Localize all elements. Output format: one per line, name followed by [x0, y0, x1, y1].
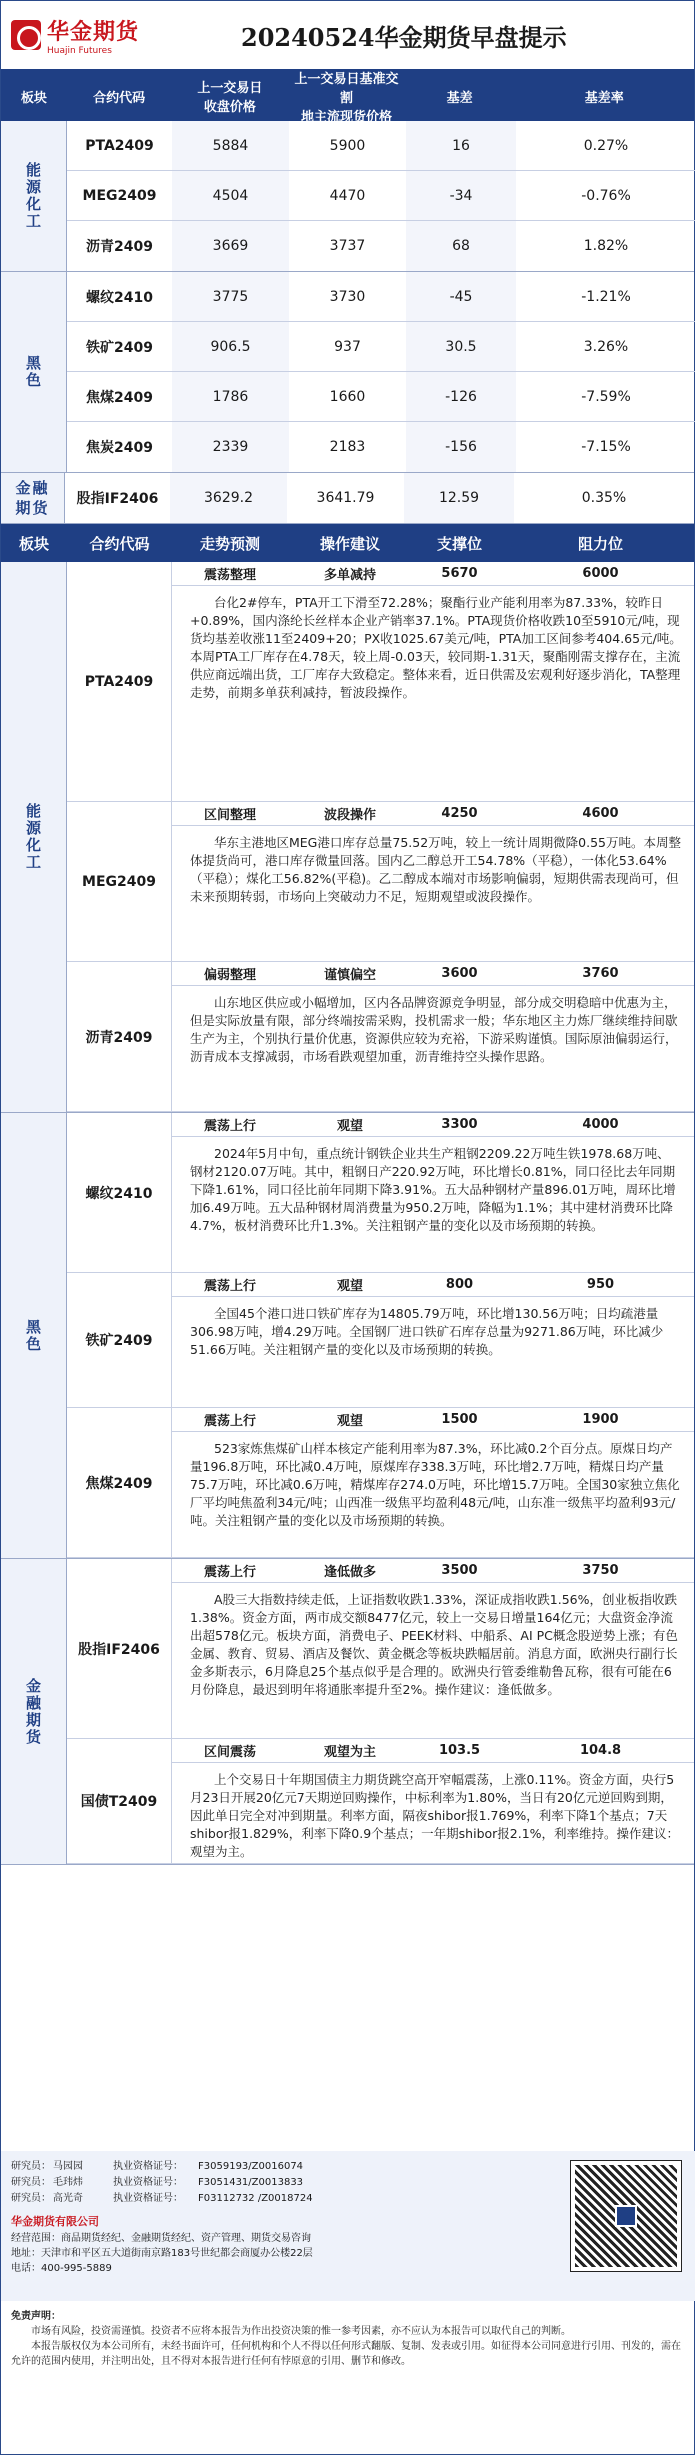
- section-label: 能源化工: [1, 562, 67, 1112]
- table1-cell: 焦煤2409: [86, 389, 153, 406]
- section-label: 金融期货: [1, 1559, 67, 1864]
- table1-header-cell: 基差: [446, 90, 473, 106]
- item-analysis: 2024年5月中旬，重点统计钢铁企业共生产粗钢2209.22万吨生铁1978.68万吨、钢材2120.07万吨。其中，粗钢日产220.92万吨，环比增长0.81%，同口径比去年同期下降1.61%，同口径比前年同期下降3.91%。五大品种钢材产量896.01万吨，周环比增加6.49万吨。五大品种钢材周消费量为950.2万吨，降幅为1.1%；其中建材消费环比降4.7%，板材消费环比升1.3%。关注粗钢产量的变化以及市场预期的转换。: [190, 1146, 676, 1233]
- table1-cell: 4504: [172, 171, 289, 220]
- staff-field: F3051431/Z0013833: [198, 2177, 304, 2188]
- resistance-level: 4600: [582, 806, 619, 821]
- table1-header-cell: 板块: [20, 90, 47, 106]
- table2-header-cell: 支撑位: [436, 534, 482, 553]
- table1-cell: -7.59%: [581, 388, 631, 405]
- table1-cell: 0.27%: [583, 137, 629, 154]
- item-summary: [172, 1408, 694, 1432]
- staff-field: 研究员：: [11, 2193, 51, 2204]
- table1-header-cell: 上一交易日 收盘价格: [197, 81, 263, 115]
- item-code: 焦煤2409: [67, 1408, 172, 1557]
- table1-cell: 沥青2409: [86, 239, 153, 255]
- strategy-item: [67, 1408, 694, 1558]
- support-level: 4250: [441, 806, 478, 821]
- trend-forecast: 震荡上行: [203, 1279, 256, 1294]
- item-summary: [172, 1739, 694, 1763]
- table1-cell: -126: [406, 372, 516, 421]
- resistance-level: 104.8: [579, 1743, 622, 1758]
- item-analysis: 523家炼焦煤矿山样本核定产能利用率为87.3%，环比减0.2个百分点。原煤日均产量196.8万吨，环比减0.4万吨，原煤库存338.3万吨，环比增2.7万吨，精煤日均产量75.7万吨，环比减0.6万吨，精煤库存274.0万吨，环比增15.7万吨。全国30家独立焦化厂平均吨焦盈利34元/吨；山西准一级焦平均盈利48元/吨，山东准一级焦平均盈利93元/吨。关注粗钢产量的变化以及市场预期的转换。: [190, 1441, 680, 1528]
- support-level: 3300: [441, 1117, 478, 1132]
- disclaimer-title: 免责声明：: [11, 2311, 61, 2322]
- table1-cell: 0.35%: [581, 490, 627, 506]
- strategy-item: [67, 1113, 694, 1273]
- item-body: [172, 802, 694, 961]
- table1-cell: 4470: [329, 187, 366, 204]
- table1-cell: 3669: [172, 221, 289, 271]
- support-level: 103.5: [438, 1743, 481, 1758]
- resistance-level: 4000: [582, 1117, 619, 1132]
- table1-cell: PTA2409: [85, 137, 154, 154]
- table1-cell: 焦炭2409: [86, 440, 153, 456]
- item-analysis: 全国45个港口进口铁矿库存为14805.79万吨，环比增130.56万吨；日均疏港量306.98万吨，增4.29万吨。全国钢厂进口铁矿石库存总量为9271.86万吨，环比减少51.66万吨。关注粗钢产量的变化以及市场预期的转换。: [190, 1306, 664, 1357]
- trend-forecast: 震荡上行: [203, 1414, 256, 1429]
- table1-row: [67, 121, 695, 171]
- table1-cell: 2339: [172, 422, 289, 472]
- table1-header-cell: 合约代码: [93, 90, 146, 106]
- table1-cell: 1.82%: [583, 238, 629, 254]
- logo-icon: [11, 20, 41, 50]
- table1-row: [65, 473, 694, 523]
- staff-field: 执业资格证号：: [113, 2177, 183, 2188]
- operation-advice: 多单减持: [323, 568, 376, 583]
- operation-advice: 观望为主: [323, 1745, 376, 1760]
- table1-cell: 3641.79: [316, 490, 375, 506]
- table2-section: [1, 1113, 694, 1559]
- table1-cell: 3.26%: [583, 338, 629, 355]
- resistance-level: 3750: [582, 1563, 619, 1578]
- table1-cell: 68: [406, 221, 516, 271]
- table1-cell: 16: [406, 121, 516, 170]
- item-code: 铁矿2409: [67, 1273, 172, 1407]
- item-summary: [172, 802, 694, 826]
- trend-forecast: 震荡整理: [203, 568, 256, 583]
- table1-section: [1, 121, 694, 272]
- table2-header-cell: 阻力位: [577, 534, 623, 553]
- trend-forecast: 区间震荡: [203, 1745, 256, 1760]
- resistance-level: 3760: [582, 966, 619, 981]
- support-level: 800: [445, 1277, 474, 1292]
- table1-cell: 3775: [172, 272, 289, 321]
- item-code: 股指IF2406: [67, 1559, 172, 1738]
- item-analysis: 台化2#停车，PTA开工下滑至72.28%；聚酯行业产能利用率为87.33%，较昨日+0.89%，国内涤纶长丝样本企业产销率37.1%。PTA现货价格收跌10至5910元/吨，现货均基差收涨11至2409+20；PX收1025.67美元/吨，PTA加工区间参考404.65元/吨。本周PTA工厂库存在4.78天，较上周-0.03天，较同期-1.31天，聚酯刚需支撑存在，主流供应商远端出货，工厂库存大致稳定。整体来看，近日供需及宏观利好逐步消化，TA整理走势，前期多单获利减持，暂波段操作。: [190, 595, 682, 700]
- table1-row: [67, 272, 695, 322]
- trend-forecast: 区间整理: [203, 808, 256, 823]
- staff-field: 马园园: [53, 2161, 83, 2172]
- table1-header: [1, 71, 694, 125]
- table1-cell: 30.5: [406, 322, 516, 371]
- table1-cell: -45: [406, 272, 516, 321]
- logo-cn: 华金期货: [47, 19, 140, 45]
- table1-cell: 937: [334, 338, 361, 355]
- section-label: 黑色: [1, 272, 67, 472]
- disclaimer-p1: 市场有风险，投资需谨慎。投资者不应将本报告为作出投资决策的惟一参考因素，亦不应认为本报告可以取代自己的判断。: [31, 2326, 571, 2337]
- resistance-level: 6000: [582, 566, 619, 581]
- company-name: 华金期货有限公司: [11, 2215, 99, 2228]
- table1-cell: 3629.2: [170, 473, 287, 523]
- item-summary: [172, 1559, 694, 1583]
- table1-cell: 2183: [329, 439, 366, 455]
- item-code: 沥青2409: [67, 962, 172, 1111]
- table1-cell: -0.76%: [581, 187, 631, 204]
- operation-advice: 谨慎偏空: [323, 968, 376, 983]
- table1-cell: MEG2409: [82, 187, 157, 204]
- staff-field: 高光奇: [53, 2193, 83, 2204]
- table2-items: [67, 1559, 694, 1864]
- trend-forecast: 震荡上行: [203, 1565, 256, 1580]
- table1-rows: [67, 121, 695, 271]
- table1-cell: 5884: [172, 121, 289, 170]
- resistance-level: 1900: [582, 1412, 619, 1427]
- section-label: 黑色: [1, 1113, 67, 1558]
- item-code: MEG2409: [67, 802, 172, 961]
- table2-section: [1, 1559, 694, 1865]
- section-label: 能源化工: [1, 121, 67, 271]
- item-summary: [172, 1113, 694, 1137]
- item-code: PTA2409: [67, 562, 172, 801]
- item-analysis: 华东主港地区MEG港口库存总量75.52万吨，较上一统计周期微降0.55万吨。本周整体提货尚可，港口库存微量回落。国内乙二醇总开工54.78%（平稳），一体化53.64%（平稳）；煤化工56.82%(平稳)。乙二醇成本端对市场影响偏弱，短期供需表现尚可，但未来预期转弱，市场向上突破动力不足，短期观望或波段操作。: [190, 835, 681, 904]
- table1-cell: 5900: [329, 137, 366, 154]
- resistance-level: 950: [586, 1277, 615, 1292]
- table1-section: [1, 473, 694, 524]
- operation-advice: 观望: [336, 1119, 363, 1134]
- table2-header-cell: 板块: [18, 534, 49, 553]
- table1-cell: 3737: [329, 238, 366, 254]
- item-code: 国债T2409: [67, 1739, 172, 1863]
- strategy-item: [67, 962, 694, 1112]
- item-body: [172, 1113, 694, 1272]
- table2-header-cell: 走势预测: [199, 534, 260, 553]
- table1-header-cell: 上一交易日基准交割 地主流现货价格: [294, 71, 399, 125]
- staff-field: 毛玮炜: [53, 2177, 83, 2188]
- table2-header: [1, 524, 694, 562]
- table1-cell: 3730: [329, 288, 366, 305]
- table1-row: [67, 372, 695, 422]
- table1-cell: 906.5: [172, 322, 289, 371]
- table1-row: [67, 422, 695, 472]
- operation-advice: 波段操作: [323, 808, 376, 823]
- table2-items: [67, 562, 694, 1112]
- item-analysis: 上个交易日十年期国债主力期货跳空高开窄幅震荡，上涨0.11%。资金方面，央行5月23日开展20亿元7天期逆回购操作，中标利率为1.80%，当日有20亿元逆回购到期，因此单日完全对冲到期量。利率方面，隔夜shibor报1.769%，利率下降1个基点；7天shibor报1.829%，利率下降0.9个基点；一年期shibor报2.1%，利率维持。操作建议：观望为主。: [190, 1772, 680, 1859]
- item-summary: [172, 962, 694, 986]
- strategy-item: [67, 1739, 694, 1864]
- table1-cell: -34: [406, 171, 516, 220]
- item-summary: [172, 1273, 694, 1297]
- item-body: [172, 1408, 694, 1557]
- item-summary: [172, 562, 694, 586]
- footer: [1, 2151, 695, 2301]
- item-body: [172, 1739, 694, 1863]
- table1-row: [67, 221, 695, 271]
- table1-cell: 铁矿2409: [86, 339, 153, 356]
- strategy-item: [67, 1273, 694, 1408]
- staff-field: F03112732 /Z0018724: [198, 2193, 313, 2204]
- item-analysis: 山东地区供应或小幅增加，区内各品牌资源竞争明显，部分成交明稳暗中优惠为主，但是实际放量有限，部分终端按需采购，投机需求一般；华东地区主力炼厂继续维持间歇生产为主，个别执行量价优惠，资源供应较为充裕，下游采购谨慎。国际原油偏弱运行，沥青成本支撑减弱，市场看跌观望加重，沥青维持空头操作思路。: [190, 995, 678, 1064]
- basis-table: [1, 71, 694, 524]
- table1-cell: 螺纹2410: [86, 289, 153, 306]
- item-body: [172, 1273, 694, 1407]
- support-level: 3500: [441, 1563, 478, 1578]
- company-phone: 电话：400-995-5889: [11, 2263, 112, 2274]
- operation-advice: 观望: [336, 1414, 363, 1429]
- support-level: 3600: [441, 966, 478, 981]
- table1-cell: 股指IF2406: [76, 491, 159, 507]
- staff-field: F3059193/Z0016074: [198, 2161, 304, 2172]
- support-level: 1500: [441, 1412, 478, 1427]
- table2-header-cell: 合约代码: [89, 534, 150, 553]
- table1-cell: 1786: [172, 372, 289, 421]
- strategy-table: [1, 524, 694, 1865]
- table1-section: [1, 272, 694, 473]
- section-label: 金融期货: [1, 473, 65, 523]
- table2-header-cell: 操作建议: [319, 534, 380, 553]
- table1-cell: 1660: [329, 388, 366, 405]
- strategy-item: [67, 562, 694, 802]
- table2-section: [1, 562, 694, 1113]
- staff-field: 执业资格证号：: [113, 2161, 183, 2172]
- strategy-item: [67, 802, 694, 962]
- table1-cell: -1.21%: [581, 288, 631, 305]
- table1-rows: [65, 473, 694, 523]
- item-body: [172, 962, 694, 1111]
- operation-advice: 观望: [336, 1279, 363, 1294]
- table1-row: [67, 171, 695, 221]
- table1-rows: [67, 272, 695, 472]
- item-code: 螺纹2410: [67, 1113, 172, 1272]
- company-scope: 经营范围：商品期货经纪、金融期货经纪、资产管理、期货交易咨询: [11, 2233, 311, 2244]
- page-title: 20240524华金期货早盘提示: [241, 22, 567, 52]
- staff-field: 研究员：: [11, 2177, 51, 2188]
- staff-field: 执业资格证号：: [113, 2193, 183, 2204]
- table1-header-cell: 基差率: [584, 90, 624, 106]
- company-address: 地址：天津市和平区五大道街南京路183号世纪都会商厦办公楼22层: [11, 2248, 313, 2259]
- table1-cell: 12.59: [404, 473, 514, 523]
- table1-cell: -7.15%: [581, 439, 631, 455]
- disclaimer-p2: 本报告版权仅为本公司所有，未经书面许可，任何机构和个人不得以任何形式翻版、复制、发表或引用。如征得本公司同意进行引用、刊发的，需在允许的范围内使用，并注明出处，且不得对本报告进行任何有悖原意的引用、删节和修改。: [11, 2341, 681, 2367]
- logo-en: Huajin Futures: [47, 45, 112, 56]
- header: [1, 1, 694, 71]
- strategy-item: [67, 1559, 694, 1739]
- operation-advice: 逢低做多: [323, 1565, 376, 1580]
- logo: [1, 15, 201, 56]
- trend-forecast: 偏弱整理: [203, 968, 256, 983]
- staff-field: 研究员：: [11, 2161, 51, 2172]
- item-body: [172, 1559, 694, 1738]
- table2-items: [67, 1113, 694, 1558]
- item-body: [172, 562, 694, 801]
- disclaimer: [1, 2301, 695, 2377]
- table1-row: [67, 322, 695, 372]
- qr-code-icon: [571, 2161, 681, 2271]
- support-level: 5670: [441, 566, 478, 581]
- item-analysis: A股三大指数持续走低，上证指数收跌1.33%，深证成指收跌1.56%，创业板指收跌1.38%。资金方面，两市成交额8477亿元，较上一交易日增量164亿元；大盘资金净流出超578亿元。板块方面，消费电子、PEEK材料、中船系、AI PC概念股逆势上涨；有色金属、教育、贸易、酒店及餐饮、黄金概念等板块跌幅居前。消息方面，欧洲央行副行长金多斯表示，6月降息25个基点似乎是合理的。欧洲央行管委维勒鲁瓦称，很有可能在6月份降息，最迟到明年将通胀率提升至2%。操作建议：逢低做多。: [190, 1592, 678, 1697]
- trend-forecast: 震荡上行: [203, 1119, 256, 1134]
- table1-cell: -156: [406, 422, 516, 472]
